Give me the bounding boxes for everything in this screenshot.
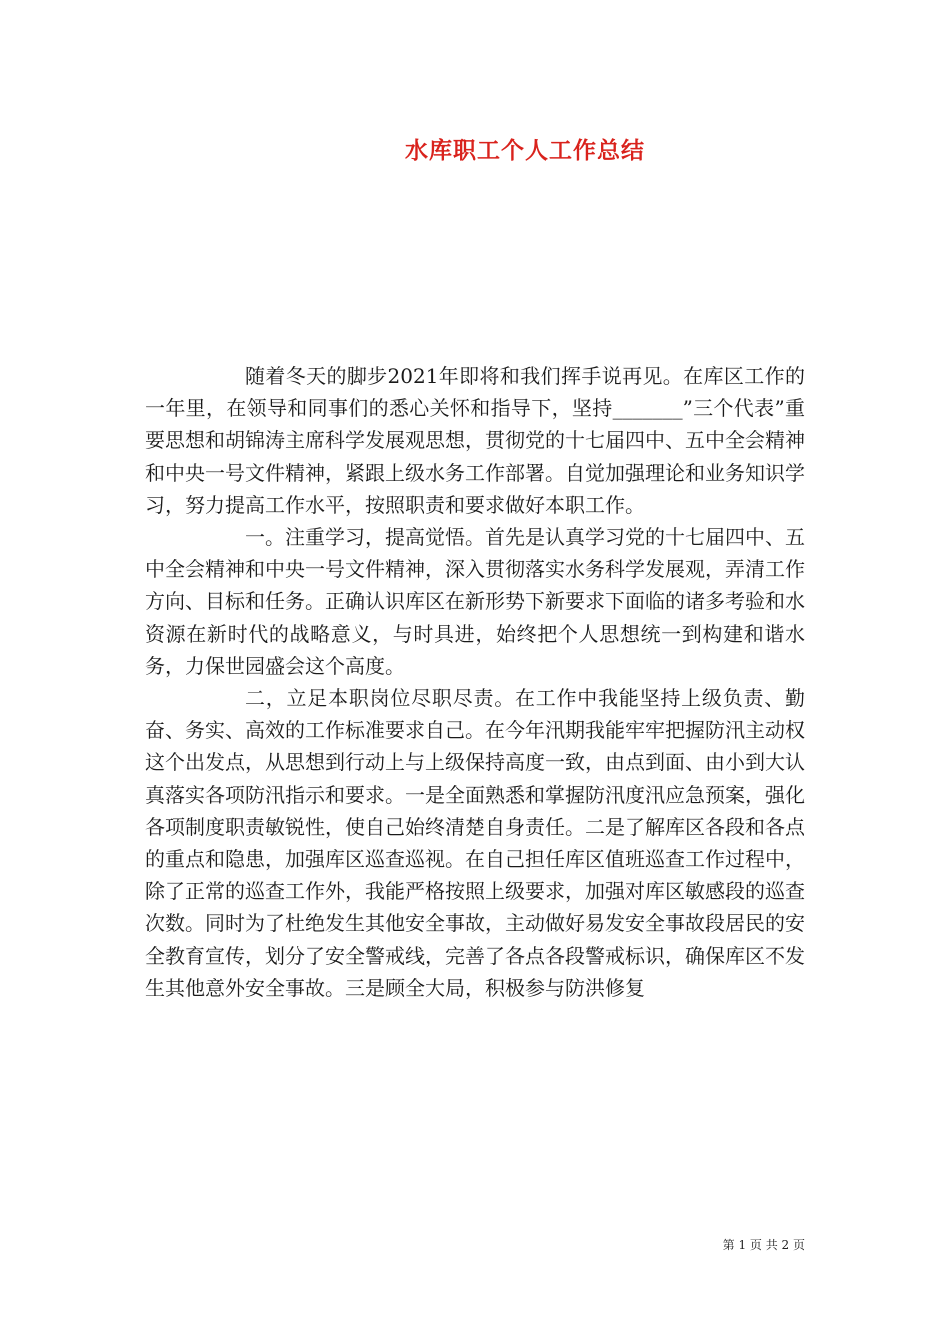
document-body <box>145 360 805 1004</box>
paragraph-intro: 随着冬天的脚步2021年即将和我们挥手说再见。在库区工作的一年里，在领导和同事们的悉心关怀和指导下，坚持_______”三个代表”重要思想和胡锦涛主席科学发展观思想，贯彻党的十七届四中、五中全会精神和中央一号文件精神，紧跟上级水务工作部署。自觉加强理论和业务知识学习，努力提高工作水平，按照职责和要求做好本职工作。 <box>145 364 805 517</box>
document-title: 水库职工个人工作总结 <box>405 137 645 164</box>
page-number-footer: 第 1 页 共 2 页 <box>722 1238 805 1252</box>
paragraph-section-1: 一。注重学习，提高觉悟。首先是认真学习党的十七届四中、五中全会精神和中央一号文件精神，深入贯彻落实水务科学发展观，弄清工作方向、目标和任务。正确认识库区在新形势下新要求下面临的诸多考验和水资源在新时代的战略意义，与时具进，始终把个人思想统一到构建和谐水务，力保世园盛会这个高度。 <box>145 525 805 678</box>
paragraph-section-2: 二，立足本职岗位尽职尽责。在工作中我能坚持上级负责、勤奋、务实、高效的工作标准要求自己。在今年汛期我能牢牢把握防汛主动权这个出发点，从思想到行动上与上级保持高度一致，由点到面、由小到大认真落实各项防汛指示和要求。一是全面熟悉和掌握防汛度汛应急预案，强化各项制度职责敏锐性，使自己始终清楚自身责任。二是了解库区各段和各点的重点和隐患，加强库区巡查巡视。在自己担任库区值班巡查工作过程中，除了正常的巡查工作外，我能严格按照上级要求，加强对库区敏感段的巡查次数。同时为了杜绝发生其他安全事故，主动做好易发安全事故段居民的安全教育宣传，划分了安全警戒线，完善了各点各段警戒标识，确保库区不发生其他意外安全事故。三是顾全大局，积极参与防洪修复 <box>145 686 805 1000</box>
